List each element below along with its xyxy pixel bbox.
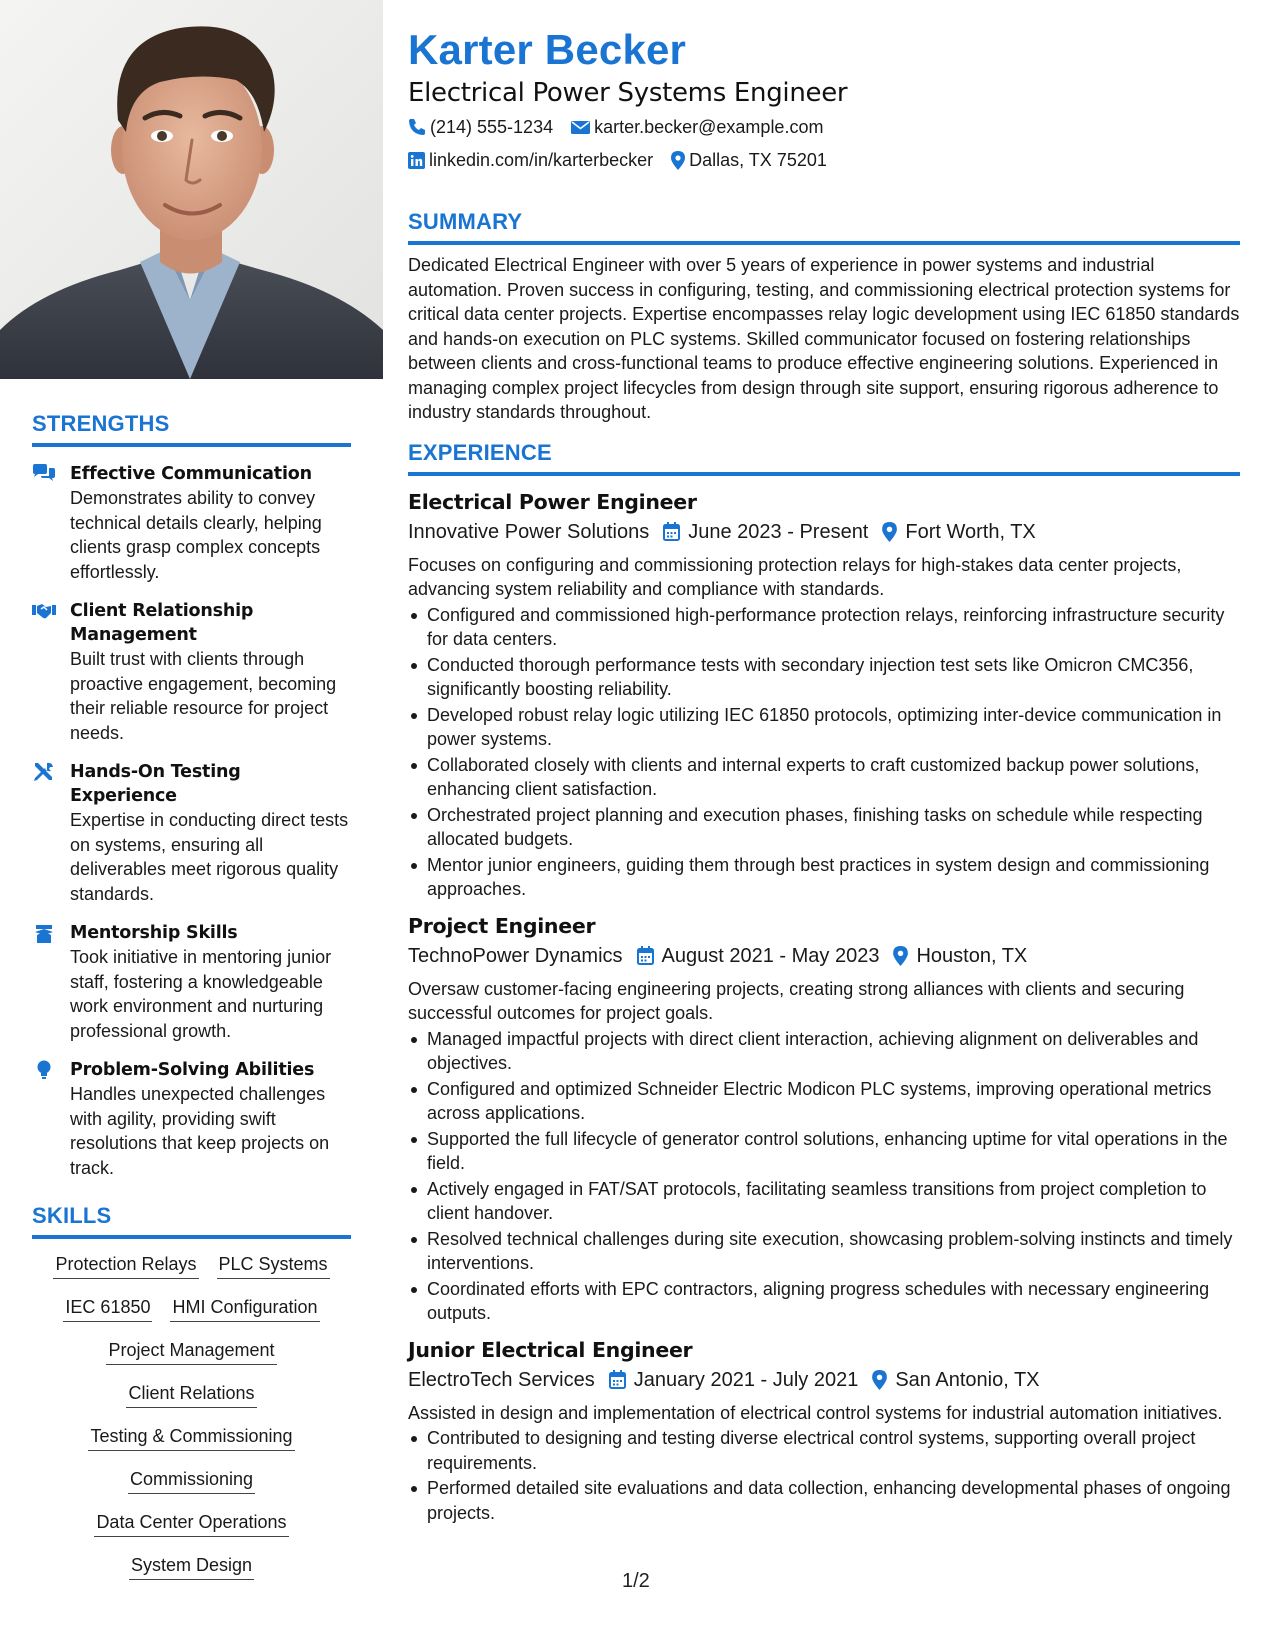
candidate-name: Karter Becker xyxy=(408,26,687,73)
job-dates-text: June 2023 - Present xyxy=(688,520,869,543)
skill-row xyxy=(32,1380,351,1408)
job-title: Electrical Power Engineer xyxy=(408,489,697,514)
job-title: Project Engineer xyxy=(408,913,596,938)
job-location-text: Houston, TX xyxy=(916,944,1028,967)
job-location-text: San Antonio, TX xyxy=(895,1368,1040,1391)
job-description: Oversaw customer-facing engineering projects, creating strong alliances with clients and securing successful outcomes for project goals. xyxy=(408,978,1185,1023)
job-bullet: Mentor junior engineers, guiding them through best practices in system design and commissioning approaches. xyxy=(408,853,1240,902)
job-bullets xyxy=(408,603,1240,902)
map-pin-icon xyxy=(872,1370,895,1390)
strength-desc: Handles unexpected challenges with agility, providing swift resolutions that keep projects on track. xyxy=(70,1084,330,1178)
map-pin-icon xyxy=(893,946,916,966)
job-entry xyxy=(408,1336,1240,1526)
strength-desc: Demonstrates ability to convey technical details clearly, helping clients grasp complex concepts effortlessly. xyxy=(70,488,322,582)
summary-divider xyxy=(408,241,1240,245)
job-bullets xyxy=(408,1426,1240,1525)
strength-title: Hands-On Testing Experience xyxy=(70,762,241,806)
job-location xyxy=(893,941,1027,971)
skill-tag: PLC Systems xyxy=(217,1251,330,1279)
job-bullet: Coordinated efforts with EPC contractors, aligning progress schedules with necessary engineering outputs. xyxy=(408,1277,1240,1326)
strengths-heading: STRENGTHS xyxy=(32,411,170,436)
job-meta xyxy=(408,517,1240,547)
job-dates xyxy=(609,1365,859,1395)
skill-row xyxy=(32,1251,351,1279)
handshake-icon xyxy=(32,601,56,621)
skill-row xyxy=(32,1552,351,1580)
calendar-icon xyxy=(609,1370,634,1389)
strength-item xyxy=(32,1058,351,1180)
contact-row xyxy=(408,111,1240,143)
strength-title: Effective Communication xyxy=(70,464,312,484)
job-bullet: Actively engaged in FAT/SAT protocols, facilitating seamless transitions from project completion to client handover. xyxy=(408,1177,1240,1226)
strength-title: Client Relationship Management xyxy=(70,601,254,645)
left-column xyxy=(32,410,351,1595)
skills-heading: SKILLS xyxy=(32,1203,112,1228)
location-text: Dallas, TX 75201 xyxy=(689,150,827,170)
job-bullet: Configured and optimized Schneider Electric Modicon PLC systems, improving operational metrics across applications. xyxy=(408,1077,1240,1126)
experience-heading: EXPERIENCE xyxy=(408,439,552,465)
job-bullet: Supported the full lifecycle of generator control solutions, enhancing uptime for vital operations in the field. xyxy=(408,1127,1240,1176)
job-meta xyxy=(408,1365,1240,1395)
strength-item xyxy=(32,921,351,1043)
email-contact[interactable] xyxy=(571,111,823,143)
job-meta xyxy=(408,941,1240,971)
skill-tag: Commissioning xyxy=(128,1466,255,1494)
contact-row xyxy=(408,144,1240,176)
skill-tag: Protection Relays xyxy=(53,1251,198,1279)
right-column xyxy=(408,24,1240,1526)
summary-heading: SUMMARY xyxy=(408,209,523,234)
email-text: karter.becker@example.com xyxy=(594,117,824,137)
skill-tag: IEC 61850 xyxy=(63,1294,152,1322)
job-dates-text: January 2021 - July 2021 xyxy=(633,1368,859,1391)
map-pin-icon xyxy=(882,522,905,542)
lightbulb-icon xyxy=(32,1060,56,1080)
comments-icon xyxy=(32,464,56,484)
job-location xyxy=(882,517,1035,547)
map-pin-icon xyxy=(671,151,685,170)
strength-item xyxy=(32,599,351,745)
summary-text: Dedicated Electrical Engineer with over 5 years of experience in power systems and industrial automation. Proven success in configuring, testing, and commissioning electrical protection systems for critical data center projects. Expertise encompasses relay logic development using IEC 61850 standards and hands-on execution on PLC systems. Skilled communicator focused on fostering relationships between clients and cross-functional teams to produce effective engineering solutions. Experienced in managing complex project lifecycles from design through site support, ensuring rigorous adherence to industry standards throughout. xyxy=(408,255,1240,422)
graduation-cap-icon xyxy=(32,923,56,943)
calendar-icon xyxy=(637,946,662,965)
phone-text: (214) 555-1234 xyxy=(430,117,554,137)
skill-tag: Data Center Operations xyxy=(94,1509,288,1537)
page-number: 1/2 xyxy=(622,1570,650,1592)
job-bullet: Orchestrated project planning and execution phases, finishing tasks on schedule while respecting allocated budgets. xyxy=(408,803,1240,852)
job-entry xyxy=(408,488,1240,902)
skill-row xyxy=(32,1337,351,1365)
job-company: Innovative Power Solutions xyxy=(408,520,650,543)
job-company: TechnoPower Dynamics xyxy=(408,944,623,967)
skill-row xyxy=(32,1466,351,1494)
skill-tag: Project Management xyxy=(106,1337,276,1365)
job-dates-text: August 2021 - May 2023 xyxy=(661,944,880,967)
skill-row xyxy=(32,1294,351,1322)
skill-tag: Testing & Commissioning xyxy=(88,1423,294,1451)
strength-desc: Expertise in conducting direct tests on systems, ensuring all deliverables meet rigorous quality standards. xyxy=(70,810,349,904)
linkedin-icon xyxy=(408,152,425,169)
strength-desc: Built trust with clients through proactive engagement, becoming their reliable resource for project needs. xyxy=(70,649,337,743)
job-title: Junior Electrical Engineer xyxy=(408,1337,693,1362)
job-bullet: Managed impactful projects with direct client interaction, achieving alignment on deliverables and objectives. xyxy=(408,1027,1240,1076)
profile-photo xyxy=(0,0,383,379)
skill-tag: HMI Configuration xyxy=(170,1294,319,1322)
strength-title: Mentorship Skills xyxy=(70,923,238,943)
job-bullet: Collaborated closely with clients and internal experts to craft customized backup power solutions, enhancing client satisfaction. xyxy=(408,753,1240,802)
job-description: Assisted in design and implementation of electrical control systems for industrial automation initiatives. xyxy=(408,1402,1223,1423)
job-bullet: Configured and commissioned high-performance protection relays, reinforcing infrastructure security for data centers. xyxy=(408,603,1240,652)
candidate-role: Electrical Power Systems Engineer xyxy=(408,78,848,108)
phone-icon xyxy=(408,118,426,136)
job-bullet: Contributed to designing and testing diverse electrical control systems, supporting overall project requirements. xyxy=(408,1426,1240,1475)
job-location-text: Fort Worth, TX xyxy=(905,520,1036,543)
calendar-icon xyxy=(663,522,688,541)
skill-row xyxy=(32,1509,351,1537)
strength-item xyxy=(32,462,351,584)
strength-desc: Took initiative in mentoring junior staff, fostering a knowledgeable work environment and nurturing professional growth. xyxy=(70,947,332,1041)
job-bullet: Developed robust relay logic utilizing IEC 61850 protocols, optimizing inter-device communication in power systems. xyxy=(408,703,1240,752)
envelope-icon xyxy=(571,120,590,135)
job-description: Focuses on configuring and commissioning protection relays for high-stakes data center projects, advancing system reliability and compliance with standards. xyxy=(408,554,1182,599)
skill-row xyxy=(32,1423,351,1451)
job-bullet: Resolved technical challenges during site execution, showcasing problem-solving instincts and timely interventions. xyxy=(408,1227,1240,1276)
skills-list xyxy=(32,1251,351,1580)
tools-icon xyxy=(32,762,56,782)
phone-contact[interactable] xyxy=(408,111,553,143)
skills-divider xyxy=(32,1235,351,1239)
job-location xyxy=(872,1365,1039,1395)
location-contact xyxy=(671,144,827,176)
strengths-divider xyxy=(32,443,351,447)
job-bullet: Performed detailed site evaluations and data collection, enhancing developmental phases of ongoing projects. xyxy=(408,1476,1240,1525)
strength-item xyxy=(32,760,351,906)
job-entry xyxy=(408,912,1240,1326)
job-bullets xyxy=(408,1027,1240,1326)
linkedin-text: linkedin.com/in/karterbecker xyxy=(429,150,654,170)
experience-divider xyxy=(408,472,1240,476)
linkedin-contact[interactable] xyxy=(408,144,653,176)
job-company: ElectroTech Services xyxy=(408,1368,595,1391)
skill-tag: Client Relations xyxy=(126,1380,256,1408)
strength-title: Problem-Solving Abilities xyxy=(70,1060,315,1080)
job-bullet: Conducted thorough performance tests with secondary injection test sets like Omicron CMC356, significantly boosting reliability. xyxy=(408,653,1240,702)
job-dates xyxy=(637,941,880,971)
skill-tag: System Design xyxy=(129,1552,254,1580)
job-dates xyxy=(663,517,868,547)
